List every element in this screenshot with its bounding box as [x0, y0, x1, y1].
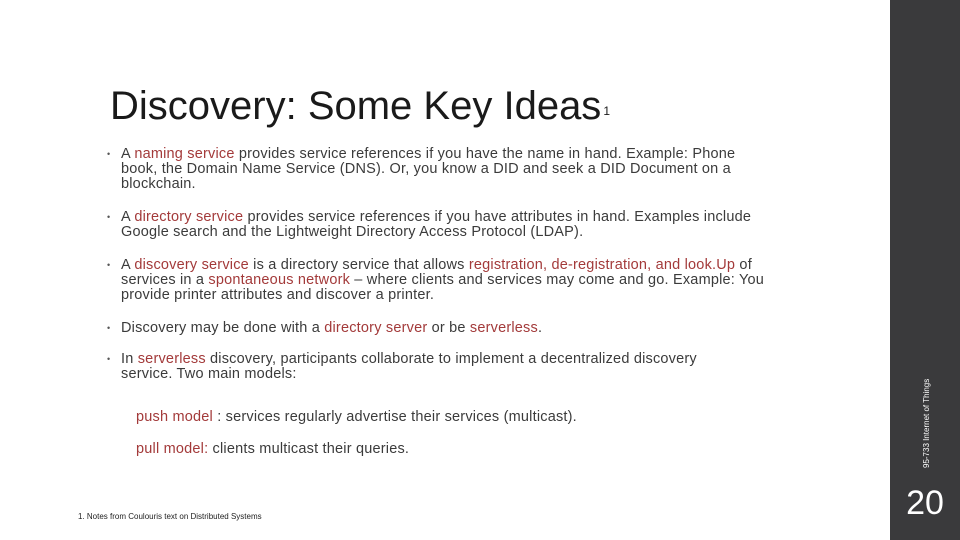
- pull-model-line: pull model: clients multicast their queries.: [136, 441, 410, 457]
- bullet-text: In serverless discovery, participants collaborate to implement a decentralized discovery service. Two main models:: [121, 351, 697, 382]
- slide-title: [110, 84, 610, 129]
- bullet-item: [105, 321, 775, 336]
- bullet-item: [105, 352, 731, 382]
- bullet-item: [105, 147, 775, 192]
- course-label: 95-733 Internet of Things: [922, 378, 931, 468]
- bullet-dot-icon: •: [107, 260, 111, 270]
- bullet-dot-icon: •: [107, 354, 111, 364]
- bullet-item: [105, 258, 775, 303]
- title-text: Discovery: Some Key Ideas: [110, 84, 602, 128]
- bullet-text: A directory service provides service references if you have attributes in hand. Examples include Google search and the Lightweight Directory Access Protocol (LDAP).: [121, 209, 752, 240]
- footnote: 1. Notes from Coulouris text on Distributed Systems: [78, 512, 262, 521]
- bullet-dot-icon: •: [107, 149, 111, 159]
- bullet-dot-icon: •: [107, 323, 111, 333]
- bullet-text: Discovery may be done with a directory server or be serverless.: [121, 320, 543, 336]
- bullet-text: A discovery service is a directory service that allows registration, de-registration, and look.Up of services in a spontaneous network – where clients and services may come and go. Example: You provide printer attributes and discover a printer.: [121, 257, 765, 303]
- bullet-list: [105, 147, 775, 382]
- bullet-item: [105, 210, 775, 240]
- push-model-line: push model : services regularly advertise their services (multicast).: [136, 409, 577, 425]
- page-number: 20: [906, 484, 944, 522]
- bullet-dot-icon: •: [107, 212, 111, 222]
- title-footnote-marker: 1: [603, 104, 610, 118]
- bullet-text: A naming service provides service references if you have the name in hand. Example: Phone book, the Domain Name Service (DNS). Or, you know a DID and seek a DID Document on a blockchain.: [121, 146, 736, 192]
